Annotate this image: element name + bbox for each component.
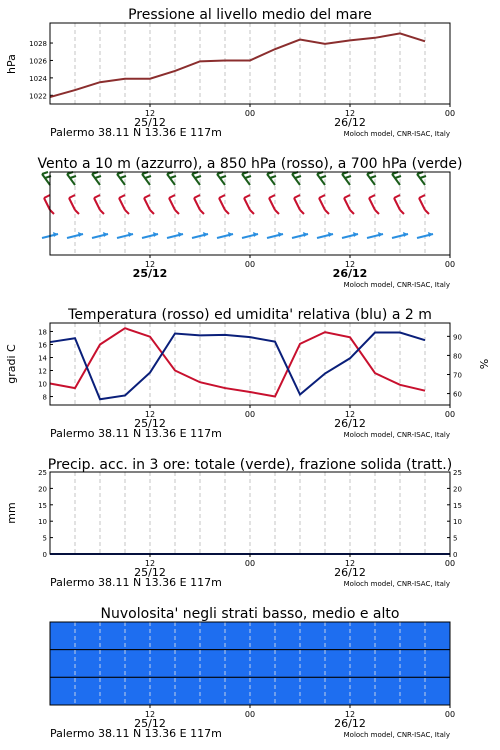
barb-head xyxy=(125,210,129,214)
barb-shaft xyxy=(319,198,325,210)
date-label: 26/12 xyxy=(334,116,366,129)
y-tick-label-left: 18 xyxy=(38,328,47,337)
barb-feather xyxy=(319,195,325,198)
barb-shaft xyxy=(167,174,175,185)
barb-feather xyxy=(244,195,250,198)
barb-feather xyxy=(94,195,100,198)
wind-barb-850hpa xyxy=(394,195,404,214)
location-label: Palermo 38.11 N 13.36 E 117m xyxy=(50,427,222,440)
panel-title-2: Vento a 10 m (azzurro), a 850 hPa (rosso), a 700 hPa (verde) xyxy=(37,156,463,172)
date-label: 26/12 xyxy=(334,417,366,430)
wind-barb-850hpa xyxy=(169,195,179,214)
location-label: Palermo 38.11 N 13.36 E 117m xyxy=(50,126,222,139)
barb-feather xyxy=(420,176,426,178)
barb-shaft xyxy=(244,198,250,210)
x-tick-label: 00 xyxy=(244,260,256,269)
x-tick-label: 00 xyxy=(444,710,456,719)
wind-barb-850hpa xyxy=(344,195,354,214)
panel-title-1: Pressione al livello medio del mare xyxy=(128,7,372,23)
y-axis-label-left: gradi C xyxy=(5,344,18,384)
arrow-head xyxy=(378,232,383,237)
x-tick-label: 12 xyxy=(144,559,156,568)
barb-head xyxy=(75,210,79,214)
barb-head xyxy=(275,210,279,214)
arrow-head xyxy=(253,232,258,237)
barb-head xyxy=(350,210,354,214)
barb-feather xyxy=(219,195,225,198)
y-tick-label: 1024 xyxy=(29,74,47,83)
y-tick-label-left: 10 xyxy=(38,380,47,389)
barb-feather xyxy=(320,176,326,178)
wind-barb-850hpa xyxy=(244,195,254,214)
barb-shaft xyxy=(394,198,400,210)
arrow-head xyxy=(103,232,108,237)
barb-feather xyxy=(170,176,176,178)
y-tick-label-right: 70 xyxy=(453,371,462,380)
date-label: 25/12 xyxy=(132,267,168,280)
barb-feather xyxy=(344,195,350,198)
plot-frame-4 xyxy=(50,472,450,554)
x-tick-label: 00 xyxy=(244,710,256,719)
arrow-head xyxy=(403,232,408,237)
x-tick-label: 12 xyxy=(344,559,356,568)
barb-shaft xyxy=(67,174,75,185)
arrow-head xyxy=(303,232,308,237)
wind-barb-850hpa xyxy=(119,195,129,214)
wind-barb-850hpa xyxy=(269,195,279,214)
barb-feather xyxy=(195,176,201,178)
barb-shaft xyxy=(117,174,125,185)
barb-feather xyxy=(345,176,351,178)
wind-barb-850hpa xyxy=(294,195,304,214)
date-label: 26/12 xyxy=(334,717,366,730)
credit-label: Moloch model, CNR-ISAC, Italy xyxy=(343,580,450,588)
x-tick-label: 12 xyxy=(344,260,356,269)
y-tick-label-right: 5 xyxy=(453,534,458,543)
barb-feather xyxy=(294,195,300,198)
barb-feather xyxy=(119,195,125,198)
barb-shaft xyxy=(92,174,100,185)
credit-label: Moloch model, CNR-ISAC, Italy xyxy=(343,731,450,739)
x-tick-label: 12 xyxy=(344,410,356,419)
credit-label: Moloch model, CNR-ISAC, Italy xyxy=(343,130,450,138)
wind-barb-850hpa xyxy=(44,195,54,214)
barb-head xyxy=(375,210,379,214)
y-axis-label: mm xyxy=(5,502,18,524)
barb-shaft xyxy=(169,198,175,210)
barb-feather xyxy=(70,176,76,178)
barb-head xyxy=(100,210,104,214)
y-tick-label-left: 0 xyxy=(42,551,47,559)
barb-feather xyxy=(144,195,150,198)
arrow-head xyxy=(428,232,433,237)
panel-title-5: Nuvolosita' negli strati basso, medio e alto xyxy=(100,606,400,622)
wind-barb-850hpa xyxy=(144,195,154,214)
y-tick-label-left: 15 xyxy=(38,501,47,510)
arrow-head xyxy=(53,232,58,237)
barb-feather xyxy=(120,176,126,178)
barb-feather xyxy=(295,176,301,178)
x-tick-label: 12 xyxy=(144,260,156,269)
barb-shaft xyxy=(419,198,425,210)
barb-feather xyxy=(419,195,425,198)
wind-barb-850hpa xyxy=(194,195,204,214)
y-tick-label-right: 0 xyxy=(453,551,458,559)
x-tick-label: 12 xyxy=(144,410,156,419)
y-tick-label-right: 10 xyxy=(453,518,462,527)
barb-feather xyxy=(269,195,275,198)
barb-shaft xyxy=(417,174,425,185)
barb-shaft xyxy=(194,198,200,210)
barb-head xyxy=(175,210,179,214)
barb-head xyxy=(50,210,54,214)
credit-label: Moloch model, CNR-ISAC, Italy xyxy=(343,431,450,439)
y-axis-label: hPa xyxy=(5,54,18,74)
arrow-head xyxy=(228,232,233,237)
barb-shaft xyxy=(294,198,300,210)
barb-shaft xyxy=(69,198,75,210)
date-label: 25/12 xyxy=(134,566,166,579)
barb-shaft xyxy=(142,174,150,185)
wind-barb-850hpa xyxy=(419,195,429,214)
barb-shaft xyxy=(267,174,275,185)
wind-barb-850hpa xyxy=(219,195,229,214)
barb-shaft xyxy=(369,198,375,210)
credit-label: Moloch model, CNR-ISAC, Italy xyxy=(343,281,450,289)
date-label: 25/12 xyxy=(134,116,166,129)
barb-shaft xyxy=(119,198,125,210)
y-tick-label-left: 25 xyxy=(38,469,47,477)
y-tick-label: 1022 xyxy=(29,92,47,101)
barb-feather xyxy=(395,176,401,178)
y-tick-label-right: 25 xyxy=(453,469,462,477)
barb-head xyxy=(325,210,329,214)
barb-head xyxy=(200,210,204,214)
y-tick-label-right: 15 xyxy=(453,501,462,510)
barb-shaft xyxy=(292,174,300,185)
y-axis-label-right: % xyxy=(478,358,491,370)
date-label: 26/12 xyxy=(332,267,368,280)
barb-head xyxy=(250,210,254,214)
x-tick-label: 00 xyxy=(444,410,456,419)
barb-feather xyxy=(169,195,175,198)
arrow-head xyxy=(203,232,208,237)
x-tick-label: 12 xyxy=(144,109,156,118)
barb-feather xyxy=(220,176,226,178)
barb-shaft xyxy=(144,198,150,210)
arrow-head xyxy=(353,232,358,237)
wind-barb-850hpa xyxy=(319,195,329,214)
date-label: 25/12 xyxy=(134,717,166,730)
x-tick-label: 12 xyxy=(144,710,156,719)
arrow-head xyxy=(178,232,183,237)
barb-shaft xyxy=(344,198,350,210)
arrow-head xyxy=(153,232,158,237)
location-label: Palermo 38.11 N 13.36 E 117m xyxy=(50,576,222,589)
barb-head xyxy=(225,210,229,214)
barb-feather xyxy=(69,195,75,198)
y-tick-label-right: 90 xyxy=(453,333,462,342)
y-tick-label-left: 16 xyxy=(38,341,47,350)
barb-shaft xyxy=(192,174,200,185)
y-tick-label: 1028 xyxy=(29,40,47,49)
arrow-head xyxy=(328,232,333,237)
arrow-head xyxy=(128,232,133,237)
x-tick-label: 00 xyxy=(244,109,256,118)
barb-feather xyxy=(369,195,375,198)
barb-feather xyxy=(270,176,276,178)
x-tick-label: 00 xyxy=(444,109,456,118)
barb-feather xyxy=(370,176,376,178)
wind-barb-850hpa xyxy=(94,195,104,214)
arrow-head xyxy=(278,232,283,237)
barb-feather xyxy=(245,176,251,178)
barb-shaft xyxy=(242,174,250,185)
y-tick-label-right: 20 xyxy=(453,485,462,494)
y-tick-label-left: 20 xyxy=(38,485,47,494)
barb-shaft xyxy=(219,198,225,210)
barb-shaft xyxy=(217,174,225,185)
barb-shaft xyxy=(94,198,100,210)
barb-shaft xyxy=(367,174,375,185)
y-tick-label-left: 14 xyxy=(38,354,47,363)
barb-shaft xyxy=(317,174,325,185)
y-tick-label-left: 10 xyxy=(38,518,47,527)
y-tick-label-left: 8 xyxy=(42,393,47,402)
panel-title-4: Precip. acc. in 3 ore: totale (verde), frazione solida (tratt.) xyxy=(47,457,453,473)
barb-head xyxy=(150,210,154,214)
location-label: Palermo 38.11 N 13.36 E 117m xyxy=(50,727,222,740)
y-tick-label-right: 80 xyxy=(453,352,462,361)
panel-title-3: Temperatura (rosso) ed umidita' relativa (blu) a 2 m xyxy=(68,307,432,323)
arrow-head xyxy=(78,232,83,237)
barb-feather xyxy=(95,176,101,178)
x-tick-label: 12 xyxy=(344,710,356,719)
x-tick-label: 00 xyxy=(444,260,456,269)
barb-head xyxy=(425,210,429,214)
y-tick-label-left: 12 xyxy=(38,367,47,376)
date-label: 25/12 xyxy=(134,417,166,430)
barb-feather xyxy=(145,176,151,178)
barb-shaft xyxy=(342,174,350,185)
barb-head xyxy=(300,210,304,214)
barb-shaft xyxy=(392,174,400,185)
barb-head xyxy=(400,210,404,214)
barb-shaft xyxy=(44,198,50,210)
barb-shaft xyxy=(269,198,275,210)
barb-feather xyxy=(42,172,48,174)
x-tick-label: 00 xyxy=(444,559,456,568)
barb-shaft xyxy=(42,174,50,185)
wind-barb-850hpa xyxy=(69,195,79,214)
barb-feather xyxy=(44,195,50,198)
date-label: 26/12 xyxy=(334,566,366,579)
barb-feather xyxy=(194,195,200,198)
wind-barb-850hpa xyxy=(369,195,379,214)
x-tick-label: 00 xyxy=(244,410,256,419)
y-tick-label-right: 60 xyxy=(453,390,462,399)
pressure-line xyxy=(50,33,425,97)
x-tick-label: 00 xyxy=(244,559,256,568)
y-tick-label-left: 5 xyxy=(42,534,47,543)
y-tick-label: 1026 xyxy=(29,57,47,66)
barb-feather xyxy=(394,195,400,198)
x-tick-label: 12 xyxy=(344,109,356,118)
